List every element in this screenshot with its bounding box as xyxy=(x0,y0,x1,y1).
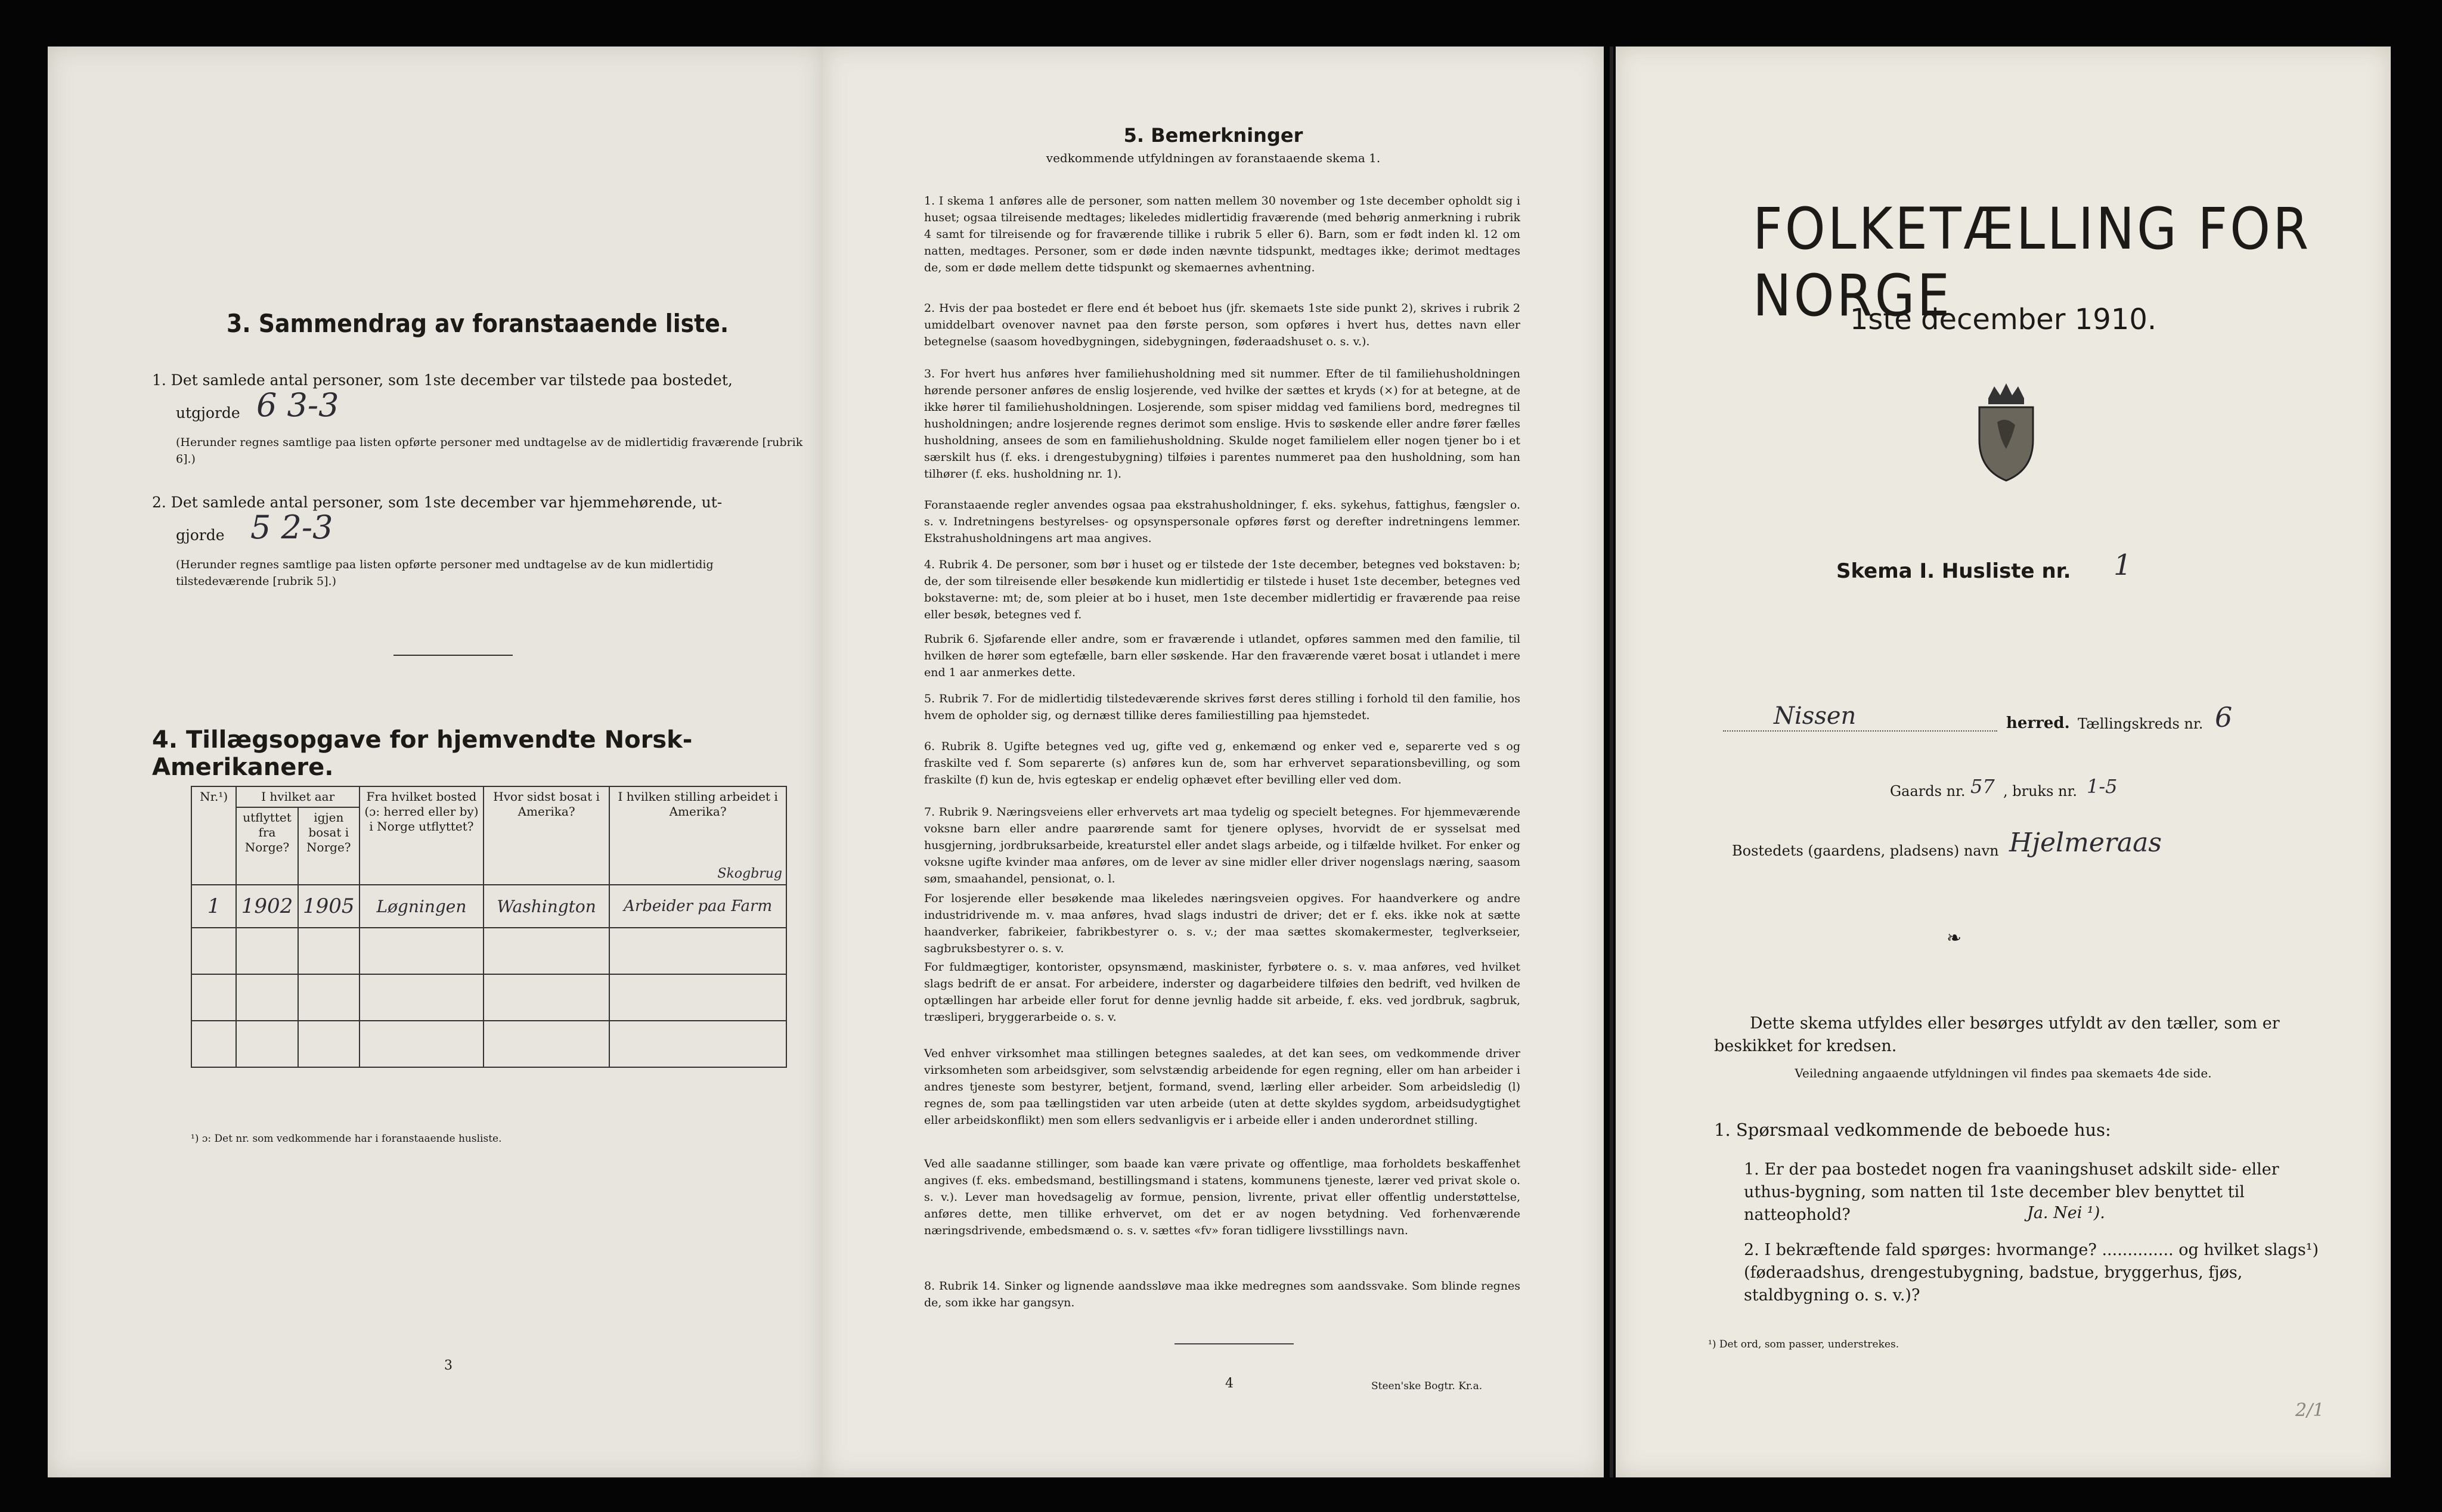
cell-from: Løgningen xyxy=(360,885,484,928)
item1-note: (Herunder regnes samtlige paa listen opførte personer med undtagelse av de midlertidig fraværende [rubrik 6].) xyxy=(176,436,803,466)
col-from: Fra hvilket bosted (ɔ: herred eller by) i Norge utflyttet? xyxy=(360,786,484,885)
table-row xyxy=(191,885,786,928)
remark-6: 6. Rubrik 8. Ugifte betegnes ved ug, gifte ved g, enkemænd og enker ved e, separerte ved s og fraskilte ved f. Som separerte (s) anføres kun de, som har erhvervet separationsbevilling, og som fraskilte (f) kun de, hvis egteskap er endelig ophævet efter bevilling eller ved dom. xyxy=(924,740,1520,786)
kreds-label: Tællingskreds nr. xyxy=(2078,715,2204,732)
intro-text: Dette skema utfyldes eller besørges utfyldt av den tæller, som er beskikket for kredsen. xyxy=(1714,1014,2280,1055)
item1-handwritten: 6 3-3 xyxy=(256,386,339,424)
bruks-label: , bruks nr. xyxy=(2003,783,2077,800)
col-emigrated: utflyttet fra Norge? xyxy=(236,807,297,885)
herred-value: Nissen xyxy=(1774,702,1857,730)
col-occupation: I hvilken stilling arbeidet i Amerika? xyxy=(609,786,786,885)
section4-title: 4. Tillægsopgave for hjemvendte Norsk-Amerikanere. xyxy=(152,726,693,781)
remarks-subtitle: vedkommende utfyldningen av foranstaaende skema 1. xyxy=(1046,151,1381,165)
herred-label: herred. xyxy=(2006,714,2070,732)
page-number: 4 xyxy=(1225,1376,1234,1391)
page-gap xyxy=(1610,47,1613,1477)
question-2: 2. I bekræftende fald spørges: hvormange? .............. og hvilket slags¹) (føderaadshus, drengestubygning, badstue, bryggerhus, fjøs, staldbygning o. s. v.)? xyxy=(1744,1241,2319,1305)
census-date: 1ste december 1910. xyxy=(1849,303,2157,336)
remark-8: 8. Rubrik 14. Sinker og lignende aandssløve maa ikke medregnes som aandssvake. Som blinde regnes de, som ikke har gangsyn. xyxy=(924,1279,1520,1309)
occupation-extra: Skogbrug xyxy=(717,866,782,881)
bosted-label: Bostedets (gaardens, pladsens) navn xyxy=(1732,842,1999,859)
item1-prefix: utgjorde xyxy=(176,404,240,422)
remark-7d: Ved enhver virksomhet maa stillingen betegnes saaledes, at det kan sees, om vedkommende driver virksomheten som arbeidsgiver, som selvstændig arbeidende for egen regning, eller om han arbeider i andres tjeneste som bestyrer, betjent, formand, svend, lærling eller arbeider. Som arbeidsledig (l) regnes de, som paa tællingstiden var uten arbeide (uten at dette skyldes sygdom, arbeidsudygtighet eller arbeidskonflikt) men som ellers sedvanligvis er i arbeide eller i anden underordnet stilling. xyxy=(924,1047,1520,1127)
norsk-amerikaner-table xyxy=(191,786,787,1068)
question-1: 1. Er der paa bostedet nogen fra vaaningshuset adskilt side- eller uthus-bygning, som natten til 1ste december blev benyttet til natteophold? xyxy=(1744,1160,2279,1224)
ornament-icon: ❧ xyxy=(1947,928,1962,949)
page-number: 3 xyxy=(444,1358,453,1373)
cell-nr: 1 xyxy=(191,885,236,928)
bosted-value: Hjelmeraas xyxy=(2009,828,2162,858)
remark-7e: Ved alle saadanne stillinger, som baade kan være private og offentlige, maa forholdets beskaffenhet angives (f. eks. embedsmand, bestillingsmand i statens, kommunens tjeneste, lærer ved privat skole o. s. v.). Lever man hovedsagelig av formue, pension, livrente, privat eller offentlig understøttelse, anføres dette, men tillike erhvervet, om det er av nogen betydning. Ved forhenværende næringsdrivende, embedsmænd o. s. v. sættes «fv» foran tidligere livsstillings navn. xyxy=(924,1157,1520,1237)
divider xyxy=(393,655,513,656)
item2-note: (Herunder regnes samtlige paa listen opførte personer med undtagelse av de kun midlertidig tilstedeværende [rubrik 5].) xyxy=(176,558,714,588)
item1-text: 1. Det samlede antal personer, som 1ste december var tilstede paa bostedet, xyxy=(152,371,733,389)
main-title: FOLKETÆLLING FOR NORGE xyxy=(1753,196,2311,329)
occupation-text: Arbeider paa Farm xyxy=(624,897,773,915)
remark-4: 4. Rubrik 4. De personer, som bør i huset og er tilstede der 1ste december, betegnes ved bokstaven: b; de, der som tilreisende eller besøkende kun midlertidig er tilstede i huset 1ste december, betegnes ved bokstaverne: mt; de, som pleier at bo i huset, men 1ste december midlertidig er fraværende paa reise eller besøk, betegnes ved f. xyxy=(924,558,1520,621)
col-nr: Nr.¹) xyxy=(191,786,236,885)
remark-7b: For losjerende eller besøkende maa likeledes næringsveien opgives. For haandverkere og andre industridrivende m. v. maa anføres, hvad slags industri de driver; det er f. eks. ikke nok at sætte haandverker, fabrikeier, fabrikbestyrer o. s. v.; der maa sættes skomakermester, teglverkseier, sagbruksbestyrer o. s. v. xyxy=(924,892,1520,955)
col-last: Hvor sidst bosat i Amerika? xyxy=(484,786,609,885)
cell-emigrated: 1902 xyxy=(236,885,297,928)
col-returned: igjen bosat i Norge? xyxy=(298,807,360,885)
remark-2: 2. Hvis der paa bostedet er flere end ét beboet hus (jfr. skemaets 1ste side punkt 2), skrives i rubrik 2 umiddelbart ovenover navnet paa den første person, som opføres i hvert hus, dettes navn eller betegnelse (saasom hovedbygningen, sidebygningen, føderaadshuset o. s. v.). xyxy=(924,302,1520,348)
husliste-nr: 1 xyxy=(2113,549,2132,582)
veiledning-text: Veiledning angaaende utfyldningen vil findes paa skemaets 4de side. xyxy=(1795,1066,2212,1080)
remark-7: 7. Rubrik 9. Næringsveiens eller erhvervets art maa tydelig og specielt betegnes. For hjemmeværende voksne barn eller andre paarørende samt for tjenere oplyses, hvorvidt de er sysselsat med husgjerning, jordbruksarbeide, kreaturstel eller andet slags arbeide, og i tilfælde hvilket. For enker og voksne ugifte kvinder maa anføres, om de lever av sine midler eller driver nogenslags næring, saasom søm, smaahandel, pensionat, o. l. xyxy=(924,805,1520,885)
footnote: ¹) ɔ: Det nr. som vedkommende har i foranstaaende husliste. xyxy=(191,1133,502,1145)
table-row xyxy=(191,1021,786,1067)
printer-mark: Steen'ske Bogtr. Kr.a. xyxy=(1371,1380,1483,1392)
item2-handwritten: 5 2-3 xyxy=(250,509,333,546)
kreds-value: 6 xyxy=(2215,701,2233,733)
remarks-title: 5. Bemerkninger xyxy=(1123,124,1303,147)
footnote: ¹) Det ord, som passer, understrekes. xyxy=(1708,1339,1899,1350)
cell-occupation xyxy=(609,866,786,928)
item2-text: 2. Det samlede antal personer, som 1ste december var hjemmehørende, ut- xyxy=(152,494,723,511)
remark-4b: Rubrik 6. Sjøfarende eller andre, som er fraværende i utlandet, opføres sammen med den familie, til hvilken de hører som egtefælle, barn eller søskende. Har den fraværende været bosat i utlandet i mere end 1 aar anmerkes dette. xyxy=(924,633,1520,679)
divider xyxy=(1174,1343,1294,1344)
gaards-value: 57 xyxy=(1970,775,1995,798)
remark-1: 1. I skema 1 anføres alle de personer, som natten mellem 30 november og 1ste december opholdt sig i huset; ogsaa tilreisende medtages; likeledes midlertidig fraværende (med behørig anmerkning i rubrik 4 samt for tilreisende og for fraværende tillike i rubrik 5 eller 6). Barn, som er født inden kl. 12 om natten, medtages. Personer, som er døde inden nævnte tidspunkt, medtages ikke; derimot medtages de, som er døde mellem dette tidspunkt og skemaernes avhentning. xyxy=(924,194,1520,274)
gaards-label: Gaards nr. xyxy=(1890,783,1966,800)
remark-7c: For fuldmægtiger, kontorister, opsynsmænd, maskinister, fyrbøtere o. s. v. maa anføres, ved hvilket slags bedrift de er ansat. For arbeidere, inderster og dagarbeidere tilføies den bedrift, ved hvilken de optællingen har arbeide eller forut for denne jevnlig hadde sit arbeide, f. eks. ved jordbruk, sagbruk, træsliperi, bryggerarbeide o. s. v. xyxy=(924,961,1520,1024)
herred-line xyxy=(1723,729,1997,732)
schema-label: Skema I. Husliste nr. xyxy=(1836,559,2071,583)
coat-of-arms-icon xyxy=(1973,380,2039,484)
table-row xyxy=(191,928,786,974)
corner-mark: 2/1 xyxy=(2295,1400,2325,1421)
cell-last: Washington xyxy=(484,885,609,928)
question-1-answer: Ja. Nei ¹). xyxy=(2027,1204,2105,1222)
page-4 xyxy=(823,47,1604,1477)
remark-3: 3. For hvert hus anføres hver familiehusholdning med sit nummer. Efter de til familiehusholdningen hørende personer anføres de enslig losjerende, ved hvilke der sættes et kryds (×) for at betegne, at de ikke hører til familiehusholdningen. Losjerende, som spiser middag ved familiens bord, medregnes til husholdningen; andre losjerende regnes derimot som enslige. Hvis to søskende eller andre fører fælles husholdning, ansees de som en familiehusholdning. Skulde noget familielem eller nogen tjener bo i et særskilt hus (f. eks. i drengestubygning) tilføies i parentes nummeret paa den husholdning, som han tilhører (f. eks. husholdning nr. 1). xyxy=(924,367,1520,481)
cell-returned: 1905 xyxy=(298,885,360,928)
remark-3b: Foranstaaende regler anvendes ogsaa paa ekstrahusholdninger, f. eks. sykehus, fattighus, fængsler o. s. v. Indretningens bestyrelses- og opsynspersonale opføres først og derefter indretningens lemmer. Ekstrahusholdningens art maa angives. xyxy=(924,498,1520,545)
table-row xyxy=(191,974,786,1021)
section3-title: 3. Sammendrag av foranstaaende liste. xyxy=(227,309,729,338)
remark-5: 5. Rubrik 7. For de midlertidig tilstedeværende skrives først deres stilling i forhold til den familie, hos hvem de opholder sig, og dernæst tillike deres familiestilling paa hjemstedet. xyxy=(924,692,1520,722)
col-group: I hvilket aar xyxy=(236,786,360,807)
title-page xyxy=(1616,47,2391,1477)
questions-heading: 1. Spørsmaal vedkommende de beboede hus: xyxy=(1714,1120,2111,1140)
page-3 xyxy=(48,47,823,1477)
bruks-value: 1-5 xyxy=(2087,775,2118,798)
item2-prefix: gjorde xyxy=(176,526,225,544)
